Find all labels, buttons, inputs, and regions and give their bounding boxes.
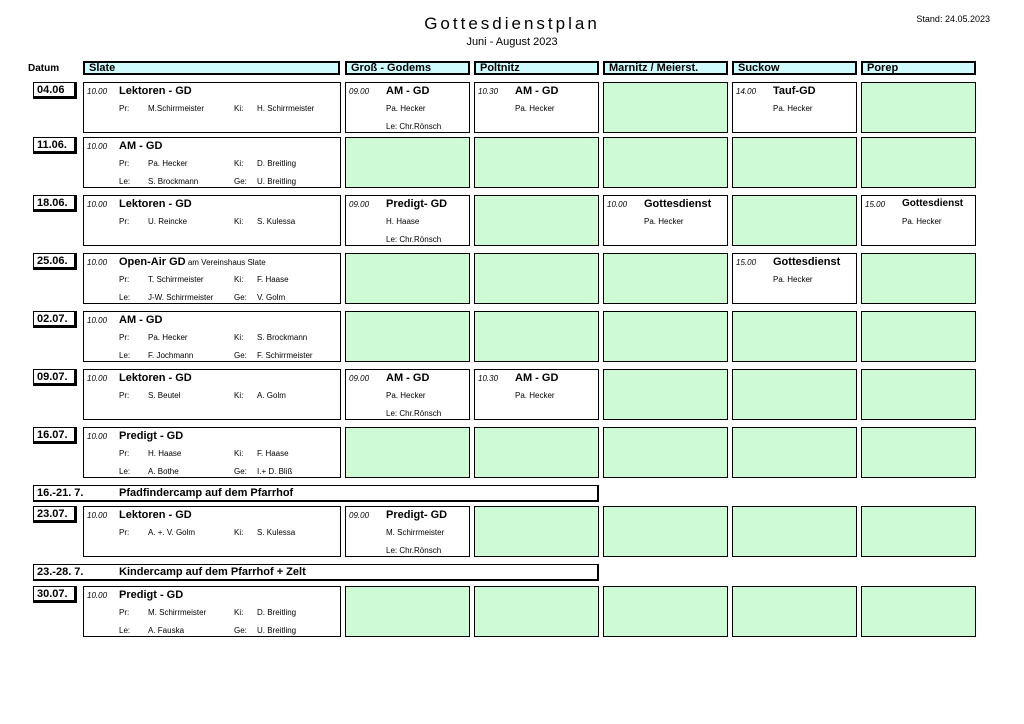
person-line-1: H. Schirrmeister (257, 104, 315, 113)
cell-slate (83, 506, 341, 557)
service-title (119, 589, 183, 601)
person-line-2: S. Brockmann (148, 177, 199, 186)
person-line-2: Ge: (234, 177, 247, 186)
service-title: Gottesdienst (902, 198, 964, 209)
person-line-1: A. +. V. Golm (148, 528, 196, 537)
service-time: 09.00 (349, 87, 370, 96)
service-time: 09.00 (349, 374, 370, 383)
service-time: 10.30 (478, 87, 499, 96)
service-time: 09.00 (349, 200, 370, 209)
row-date: 02.07. (33, 311, 77, 328)
person-line-1: Pa. Hecker (386, 104, 426, 113)
cell-marnitz (603, 195, 728, 246)
cell-porep (861, 137, 976, 188)
person-line-1: Pr: (119, 608, 130, 617)
person-line-1: A. Golm (257, 391, 286, 400)
person-line-1: M.Schirrmeister (148, 104, 205, 113)
person-line-1: Pa. Hecker (773, 275, 813, 284)
person-line-1: T. Schirrmeister (148, 275, 204, 284)
camp-date: 16.-21. 7. (37, 487, 84, 499)
person-line-1: S. Brockmann (257, 333, 308, 342)
cell-porep (861, 506, 976, 557)
page-subtitle: Juni - August 2023 (466, 36, 558, 48)
service-time: 10.00 (87, 258, 108, 267)
row-date: 25.06. (33, 253, 77, 270)
service-title (119, 85, 192, 97)
cell-poltnitz (474, 137, 599, 188)
row-date: 09.07. (33, 369, 77, 386)
person-line-1: Ki: (234, 275, 244, 284)
person-line-2: U. Breitling (257, 626, 297, 635)
cell-marnitz (603, 311, 728, 362)
cell-suckow (732, 137, 857, 188)
person-line-2: Ge: (234, 626, 247, 635)
service-title-text: Lektoren - GD (119, 372, 192, 384)
person-line-1: Pa. Hecker (386, 391, 426, 400)
person-line-1: Ki: (234, 104, 244, 113)
cell-gross (345, 311, 470, 362)
service-location: am Vereinshaus Slate (185, 258, 266, 267)
person-line-2: A. Bothe (148, 467, 179, 476)
cell-slate (83, 137, 341, 188)
cell-marnitz (603, 82, 728, 133)
cell-porep (861, 369, 976, 420)
person-line-1: Pr: (119, 104, 130, 113)
service-title-text: AM - GD (119, 314, 163, 326)
service-title: AM - GD (515, 372, 559, 384)
cell-suckow (732, 369, 857, 420)
cell-suckow (732, 427, 857, 478)
cell-porep (861, 427, 976, 478)
person-line-1: Pr: (119, 333, 130, 342)
person-line-1: M. Schirrmeister (386, 528, 445, 537)
cell-suckow (732, 311, 857, 362)
person-line-1: Pr: (119, 391, 130, 400)
service-time: 15.00 (865, 200, 886, 209)
person-line-2: Ge: (234, 467, 247, 476)
person-line-2: I.+ D. Bliß (257, 467, 293, 476)
service-title (119, 140, 162, 152)
service-title (119, 372, 192, 384)
person-line-1: Pa. Hecker (515, 391, 555, 400)
header-suckow: Suckow (732, 61, 857, 75)
service-time: 14.00 (736, 87, 757, 96)
person-line-2: Le: (119, 293, 131, 302)
row-date: 18.06. (33, 195, 77, 212)
person-line-2: Le: Chr.Rönsch (386, 546, 442, 555)
person-line-1: Pr: (119, 275, 130, 284)
service-title: AM - GD (386, 372, 430, 384)
cell-porep (861, 586, 976, 637)
person-line-2: Le: Chr.Rönsch (386, 235, 442, 244)
person-line-1: Ki: (234, 217, 244, 226)
cell-porep (861, 253, 976, 304)
person-line-2: Ge: (234, 293, 247, 302)
service-time: 10.00 (87, 142, 108, 151)
person-line-1: Pa. Hecker (148, 159, 188, 168)
cell-porep (861, 82, 976, 133)
service-time: 10.00 (87, 374, 108, 383)
person-line-2: A. Fauska (148, 626, 185, 635)
person-line-1: Pa. Hecker (773, 104, 813, 113)
service-title-text: Predigt - GD (119, 589, 184, 601)
cell-slate (83, 586, 341, 637)
person-line-1: Ki: (234, 608, 244, 617)
cell-poltnitz (474, 311, 599, 362)
service-title (119, 509, 192, 521)
camp-date: 23.-28. 7. (37, 566, 84, 578)
row-date: 04.06 (33, 82, 77, 99)
person-line-1: Pr: (119, 528, 130, 537)
row-date: 16.07. (33, 427, 77, 444)
service-title: AM - GD (386, 85, 430, 97)
person-line-1: F. Haase (257, 449, 289, 458)
cell-poltnitz (474, 506, 599, 557)
person-line-1: D. Breitling (257, 608, 297, 617)
cell-suckow (732, 586, 857, 637)
person-line-2: F. Schirrmeister (257, 351, 313, 360)
cell-suckow (732, 506, 857, 557)
camp-banner (33, 564, 599, 581)
cell-marnitz (603, 253, 728, 304)
service-time: 10.00 (87, 316, 108, 325)
cell-slate (83, 253, 341, 304)
service-time: 09.00 (349, 511, 370, 520)
cell-gross (345, 506, 470, 557)
cell-poltnitz (474, 82, 599, 133)
header-porep: Porep (861, 61, 976, 75)
person-line-2: Le: (119, 351, 131, 360)
service-title (119, 256, 266, 268)
cell-gross (345, 137, 470, 188)
service-title: Predigt- GD (386, 198, 448, 210)
service-time: 10.00 (87, 591, 108, 600)
cell-gross (345, 82, 470, 133)
person-line-1: Pr: (119, 159, 130, 168)
person-line-1: S. Kulessa (257, 217, 296, 226)
cell-marnitz (603, 369, 728, 420)
stand-date: Stand: 24.05.2023 (916, 14, 990, 24)
cell-gross (345, 369, 470, 420)
cell-poltnitz (474, 586, 599, 637)
person-line-1: H. Haase (386, 217, 420, 226)
service-time: 10.00 (87, 511, 108, 520)
service-title: Predigt- GD (386, 509, 448, 521)
person-line-2: Le: (119, 177, 131, 186)
person-line-1: U. Reincke (148, 217, 188, 226)
service-time: 10.00 (87, 432, 108, 441)
cell-marnitz (603, 586, 728, 637)
person-line-2: V. Golm (257, 293, 286, 302)
service-title (119, 198, 192, 210)
person-line-1: M. Schirrmeister (148, 608, 207, 617)
person-line-1: D. Breitling (257, 159, 297, 168)
cell-suckow (732, 195, 857, 246)
person-line-1: Ki: (234, 391, 244, 400)
service-title (119, 314, 162, 326)
cell-slate (83, 82, 341, 133)
person-line-1: Pa. Hecker (148, 333, 188, 342)
cell-gross (345, 253, 470, 304)
page-title: Gottesdienstplan (424, 14, 600, 33)
cell-marnitz (603, 506, 728, 557)
cell-gross (345, 427, 470, 478)
cell-poltnitz (474, 369, 599, 420)
cell-marnitz (603, 137, 728, 188)
person-line-2: Le: Chr.Rönsch (386, 409, 442, 418)
service-time: 10.00 (87, 87, 108, 96)
person-line-2: Le: (119, 467, 131, 476)
header-slate: Slate (83, 61, 340, 75)
person-line-1: F. Haase (257, 275, 289, 284)
service-title (119, 430, 183, 442)
row-date: 11.06. (33, 137, 77, 154)
person-line-2: Ge: (234, 351, 247, 360)
person-line-2: J-W. Schirrmeister (148, 293, 214, 302)
service-title: Gottesdienst (644, 198, 712, 210)
cell-poltnitz (474, 253, 599, 304)
service-time: 15.00 (736, 258, 757, 267)
cell-gross (345, 195, 470, 246)
person-line-2: Le: Chr.Rönsch (386, 122, 442, 131)
person-line-1: Pr: (119, 449, 130, 458)
header-gross-godems: Groß - Godems (345, 61, 470, 75)
person-line-1: Ki: (234, 159, 244, 168)
cell-slate (83, 195, 341, 246)
cell-gross (345, 586, 470, 637)
person-line-1: S. Beutel (148, 391, 181, 400)
cell-porep (861, 311, 976, 362)
person-line-1: Pa. Hecker (644, 217, 684, 226)
service-title-text: Lektoren - GD (119, 85, 192, 97)
camp-text: Kindercamp auf dem Pfarrhof + Zelt (119, 566, 306, 578)
service-time: 10.00 (607, 200, 628, 209)
service-time: 10.30 (478, 374, 499, 383)
cell-suckow (732, 82, 857, 133)
service-title-text: Open-Air GD (119, 256, 186, 268)
cell-porep (861, 195, 976, 246)
header-datum: Datum (28, 63, 60, 74)
camp-banner (33, 485, 599, 502)
row-date: 30.07. (33, 586, 77, 603)
person-line-2: Le: (119, 626, 131, 635)
person-line-1: Ki: (234, 528, 244, 537)
person-line-1: Ki: (234, 449, 244, 458)
person-line-1: S. Kulessa (257, 528, 296, 537)
person-line-1: H. Haase (148, 449, 182, 458)
person-line-1: Pa. Hecker (515, 104, 555, 113)
camp-text: Pfadfindercamp auf dem Pfarrhof (119, 487, 294, 499)
person-line-2: U. Breitling (257, 177, 297, 186)
service-title-text: Lektoren - GD (119, 509, 192, 521)
person-line-2: F. Jochmann (148, 351, 194, 360)
service-title: Tauf-GD (773, 85, 816, 97)
cell-poltnitz (474, 195, 599, 246)
cell-poltnitz (474, 427, 599, 478)
person-line-1: Ki: (234, 333, 244, 342)
person-line-1: Pa. Hecker (902, 217, 942, 226)
cell-slate (83, 369, 341, 420)
cell-suckow (732, 253, 857, 304)
service-title: AM - GD (515, 85, 559, 97)
service-title: Gottesdienst (773, 256, 841, 268)
service-title-text: Predigt - GD (119, 430, 184, 442)
row-date: 23.07. (33, 506, 77, 523)
cell-slate (83, 311, 341, 362)
person-line-1: Pr: (119, 217, 130, 226)
header-marnitz: Marnitz / Meierst. (603, 61, 728, 75)
cell-slate (83, 427, 341, 478)
service-time: 10.00 (87, 200, 108, 209)
cell-marnitz (603, 427, 728, 478)
service-title-text: Lektoren - GD (119, 198, 192, 210)
header-poltnitz: Poltnitz (474, 61, 599, 75)
service-title-text: AM - GD (119, 140, 163, 152)
